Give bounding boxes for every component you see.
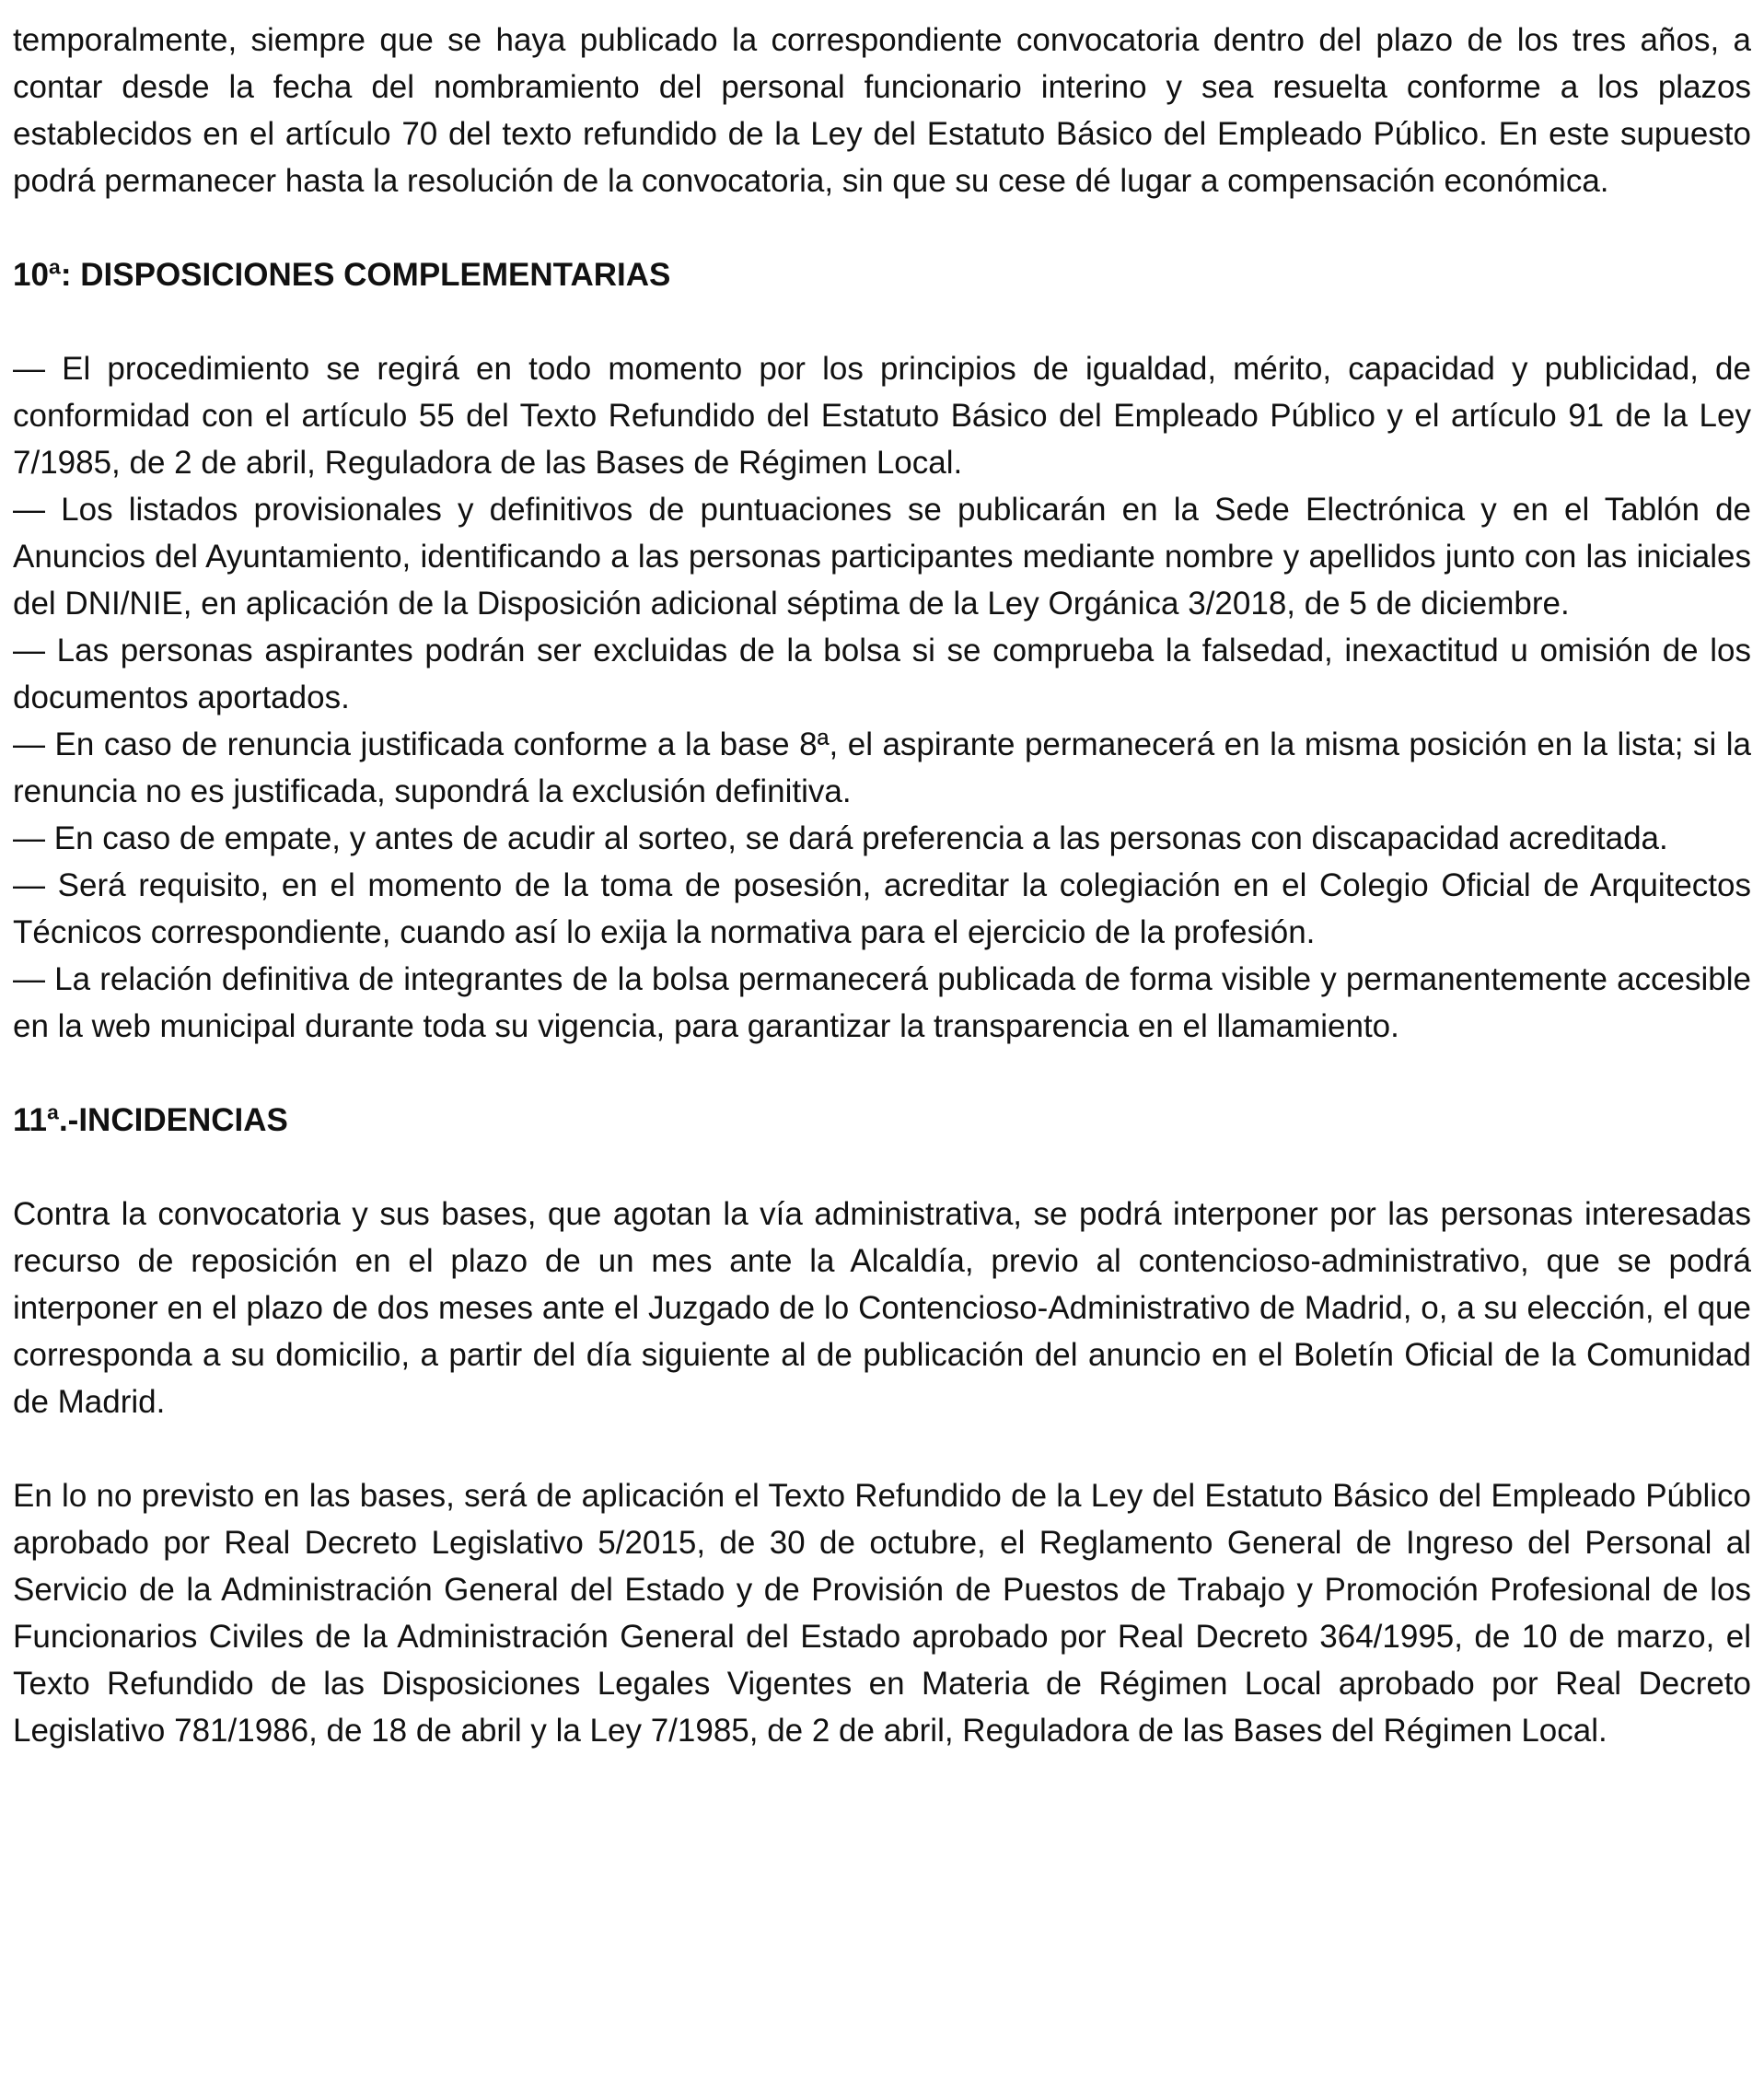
applicable-law-paragraph: En lo no previsto en las bases, será de aplicación el Texto Refundido de la Ley del Estatuto Básico del Empleado Público aprobado por Real Decreto Legislativo 5/2015, de 30 de octubre, el Reglamento General de Ingreso del Personal al Servicio de la Administración General del Estado y de Provisión de Puestos de Trabajo y Promoción Profesional de los Funcionarios Civiles de la Administración General del Estado aprobado por Real Decreto 364/1995, de 10 de marzo, el Texto Refundido de las Disposiciones Legales Vigentes en Materia de Régimen Local aprobado por Real Decreto Legislativo 781/1986, de 18 de abril y la Ley 7/1985, de 2 de abril, Reguladora de las Bases del Régimen Local. bbox=[13, 1478, 1751, 1749]
intro-paragraph: temporalmente, siempre que se haya publicado la correspondiente convocatoria dentro del plazo de los tres años, a contar desde la fecha del nombramiento del personal funcionario interino y sea resuelta conforme a los plazos establecidos en el artículo 70 del texto refundido de la Ley del Estatuto Básico del Empleado Público. En este supuesto podrá permanecer hasta la resolución de la convocatoria, sin que su cese dé lugar a compensación económica. bbox=[13, 22, 1751, 199]
list-item: — El procedimiento se regirá en todo momento por los principios de igualdad, mérito, capacidad y publicidad, de conformidad con el artículo 55 del Texto Refundido del Estatuto Básico del Empleado Público y el artículo 91 de la Ley 7/1985, de 2 de abril, Reguladora de las Bases de Régimen Local. bbox=[13, 351, 1751, 481]
appeal-paragraph: Contra la convocatoria y sus bases, que agotan la vía administrativa, se podrá interponer por las personas interesadas recurso de reposición en el plazo de un mes ante la Alcaldía, previo al contencioso-administrativo, que se podrá interponer en el plazo de dos meses ante el Juzgado de lo Contencioso-Administrativo de Madrid, o, a su elección, el que corresponda a su domicilio, a partir del día siguiente al de publicación del anuncio en el Boletín Oficial de la Comunidad de Madrid. bbox=[13, 1196, 1751, 1420]
list-item: — En caso de renuncia justificada conforme a la base 8ª, el aspirante permanecerá en la misma posición en la lista; si la renuncia no es justificada, supondrá la exclusión definitiva. bbox=[13, 727, 1751, 809]
list-item: — Será requisito, en el momento de la toma de posesión, acreditar la colegiación en el Colegio Oficial de Arquitectos Técnicos correspondiente, cuando así lo exija la normativa para el ejercicio de la profesión. bbox=[13, 867, 1751, 950]
list-item: — En caso de empate, y antes de acudir al sorteo, se dará preferencia a las personas con discapacidad acreditada. bbox=[13, 820, 1668, 856]
list-item: — La relación definitiva de integrantes de la bolsa permanecerá publicada de forma visible y permanentemente accesible en la web municipal durante toda su vigencia, para garantizar la transparencia en el llamamiento. bbox=[13, 961, 1751, 1044]
section-10-heading: 10ª: DISPOSICIONES COMPLEMENTARIAS bbox=[13, 257, 671, 293]
section-11-heading: 11ª.-INCIDENCIAS bbox=[13, 1102, 288, 1138]
list-item: — Las personas aspirantes podrán ser excluidas de la bolsa si se comprueba la falsedad, inexactitud u omisión de los documentos aportados. bbox=[13, 633, 1751, 715]
list-item: — Los listados provisionales y definitivos de puntuaciones se publicarán en la Sede Electrónica y en el Tablón de Anuncios del Ayuntamiento, identificando a las personas participantes mediante nombre y apellidos junto con las iniciales del DNI/NIE, en aplicación de la Disposición adicional séptima de la Ley Orgánica 3/2018, de 5 de diciembre. bbox=[13, 492, 1751, 622]
section-10-list bbox=[13, 345, 1751, 1050]
